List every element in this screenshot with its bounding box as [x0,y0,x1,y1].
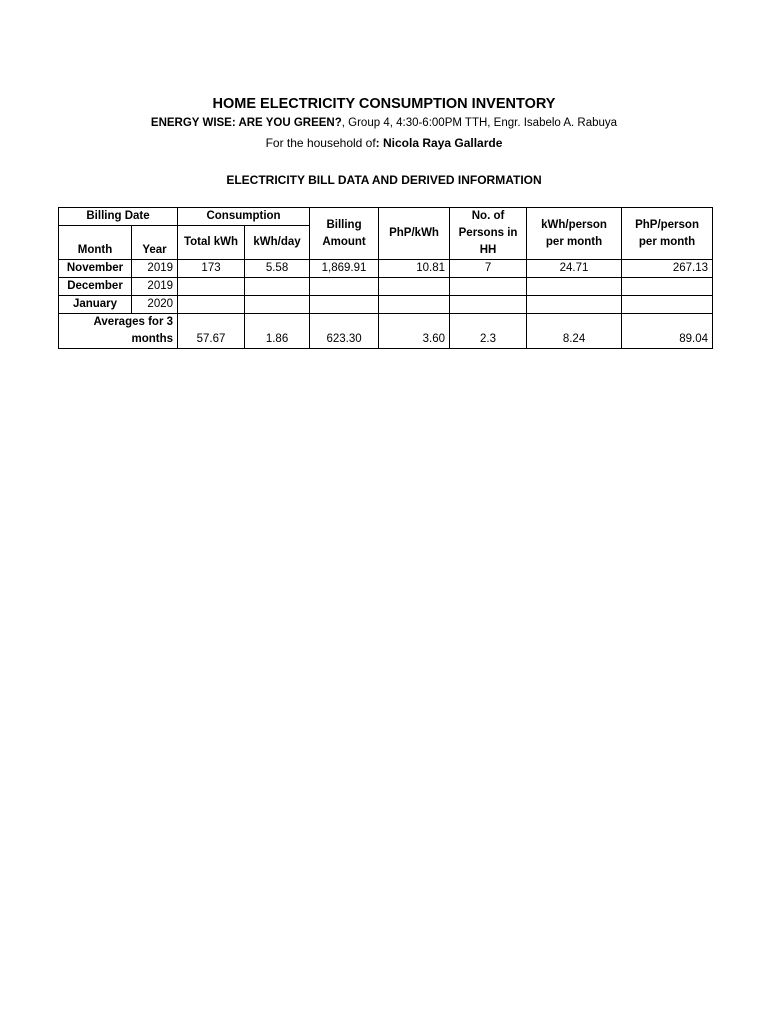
row-year: 2019 [132,278,178,296]
row-php-kwh [379,278,450,296]
row-persons [450,296,527,314]
table-row [59,278,713,296]
row-kwh-day: 5.58 [245,260,310,278]
header-total-kwh: Total kWh [178,226,245,260]
header-php-kwh: PhP/kWh [379,208,450,260]
household-name: : Nicola Raya Gallarde [375,136,503,150]
bill-table [58,207,713,349]
row-kwh-day [245,296,310,314]
row-kwh-person: 24.71 [527,260,622,278]
header-php-person: PhP/person per month [622,208,713,260]
header-consumption: Consumption [178,208,310,226]
row-billing-amount: 1,869.91 [310,260,379,278]
averages-label-line1: Averages for 3 [93,316,174,328]
row-php-kwh: 10.81 [379,260,450,278]
header-month: Month [59,226,132,260]
document-title: HOME ELECTRICITY CONSUMPTION INVENTORY [212,96,556,112]
row-month: December [59,278,132,296]
avg-php-person: 89.04 [622,314,713,349]
row-month: November [59,260,132,278]
row-billing-amount [310,296,379,314]
row-php-person: 267.13 [622,260,713,278]
row-total-kwh [178,278,245,296]
table-row [59,296,713,314]
avg-kwh-day: 1.86 [245,314,310,349]
row-persons [450,278,527,296]
section-title: ELECTRICITY BILL DATA AND DERIVED INFORMATION [226,173,542,187]
avg-persons: 2.3 [450,314,527,349]
averages-label [59,314,178,349]
header-kwh-person: kWh/person per month [527,208,622,260]
household-line [0,136,768,150]
row-kwh-person [527,278,622,296]
avg-php-kwh: 3.60 [379,314,450,349]
row-total-kwh: 173 [178,260,245,278]
document-subtitle [0,117,768,129]
subtitle-details: , Group 4, 4:30-6:00PM TTH, Engr. Isabelo A. Rabuya [341,117,618,129]
row-year: 2020 [132,296,178,314]
row-kwh-person [527,296,622,314]
row-billing-amount [310,278,379,296]
row-php-person [622,278,713,296]
header-billing-date: Billing Date [59,208,178,226]
subtitle-course: ENERGY WISE: ARE YOU GREEN? [150,117,342,129]
header-year: Year [132,226,178,260]
row-year: 2019 [132,260,178,278]
header-billing-amount: Billing Amount [310,208,379,260]
header-row-1 [59,208,713,226]
table-row [59,260,713,278]
header-kwh-day: kWh/day [245,226,310,260]
row-total-kwh [178,296,245,314]
row-persons: 7 [450,260,527,278]
row-kwh-day [245,278,310,296]
row-php-person [622,296,713,314]
avg-kwh-person: 8.24 [527,314,622,349]
row-month: January [59,296,132,314]
averages-row [59,314,713,349]
row-php-kwh [379,296,450,314]
averages-label-line2: months [131,333,174,345]
household-label: For the household of [265,136,376,150]
avg-billing-amount: 623.30 [310,314,379,349]
avg-total-kwh: 57.67 [178,314,245,349]
header-persons: No. of Persons in HH [450,208,527,260]
